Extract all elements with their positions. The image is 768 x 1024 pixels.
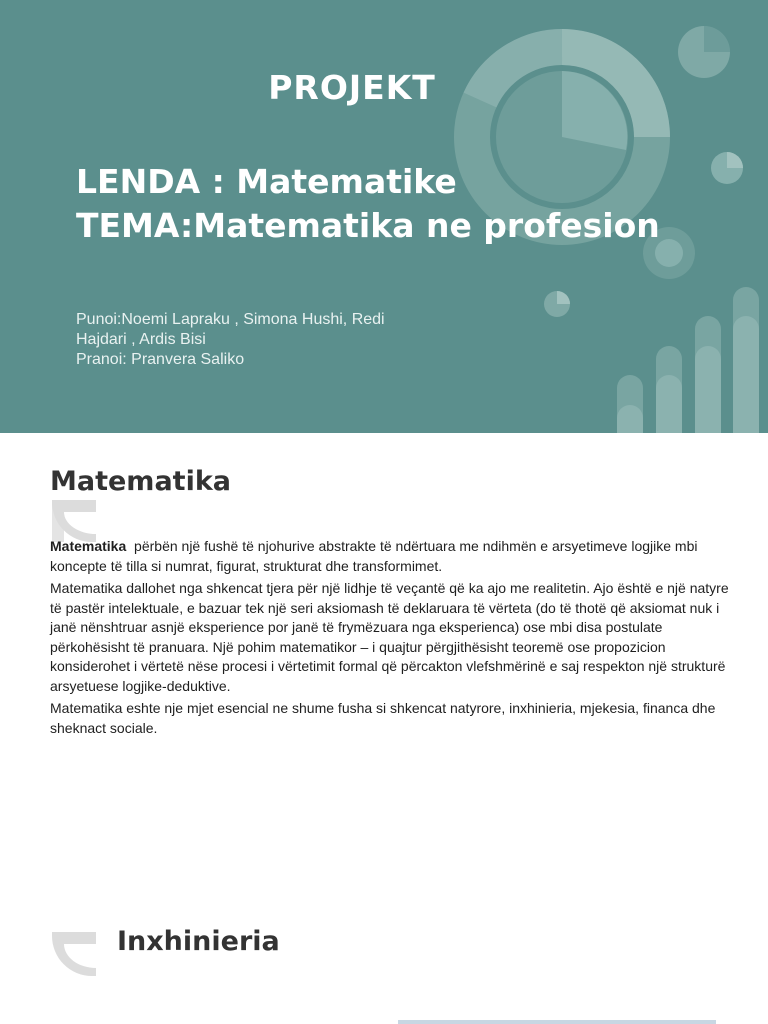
- decorative-bar-highlights: [617, 316, 759, 433]
- project-title: PROJEKT: [268, 68, 436, 107]
- topic-line: TEMA:Matematika ne profesion: [76, 206, 660, 245]
- teacher-line: Pranoi: Pranvera Saliko: [76, 351, 245, 368]
- small-pie-top-slice: [704, 26, 730, 52]
- quarter-arc-icon: [52, 500, 96, 542]
- small-dot-slice: [557, 291, 570, 304]
- definition-paragraph: Matematika dallohet nga shkencat tjera për një lidhje të veçantë që ka ajo me realitetin. Ajo është e një natyre të pastër intelektuale, e bazuar tek një seri aksiomash të deklaruara të vërteta (do të thotë që aksiomat nuk i janë nënshtruar asnjë eksperience por janë të frymëzuara nga eksperienca) ose mbi disa postulate përkohësisht të pranuara. Një pohim matematikor – i quajtur përgjithësisht teoremë ose propozicion konsiderohet i vërtetë nëse procesi i vërtetimit formal që përcakton vlefshmërinë e saj respekton një strukturë arsyetuese logjike-deduktive.: [50, 580, 729, 694]
- next-content-edge: [398, 1020, 716, 1024]
- credits-block: [76, 310, 416, 370]
- section-heading-matematika: Matematika: [50, 466, 231, 497]
- quarter-arc-icon-2: [52, 932, 96, 976]
- small-pie-mid-slice: [727, 152, 743, 168]
- intro-text: përbën një fushë të njohurive abstrakte të ndërtuara me ndihmën e arsyetimeve logjike mbi koncepte të tilla si numrat, figurat, strukturat dhe transformimet.: [50, 538, 702, 574]
- usage-paragraph: Matematika eshte nje mjet esencial ne shume fusha si shkencat natyrore, inxhinieria, mjekesia, financa dhe sheknact sociale.: [50, 700, 716, 736]
- title-slide: [0, 0, 768, 433]
- intro-term: Matematika: [50, 538, 127, 554]
- matematika-body: [50, 537, 740, 740]
- section-heading-inxhinieria: Inxhinieria: [117, 926, 280, 957]
- authors-line-2: Hajdari , Ardis Bisi: [76, 331, 206, 348]
- intro-paragraph: [50, 537, 740, 576]
- authors-line-1: Punoi:Noemi Lapraku , Simona Hushi, Redi: [76, 311, 385, 328]
- subject-line: LENDA : Matematike: [76, 162, 457, 201]
